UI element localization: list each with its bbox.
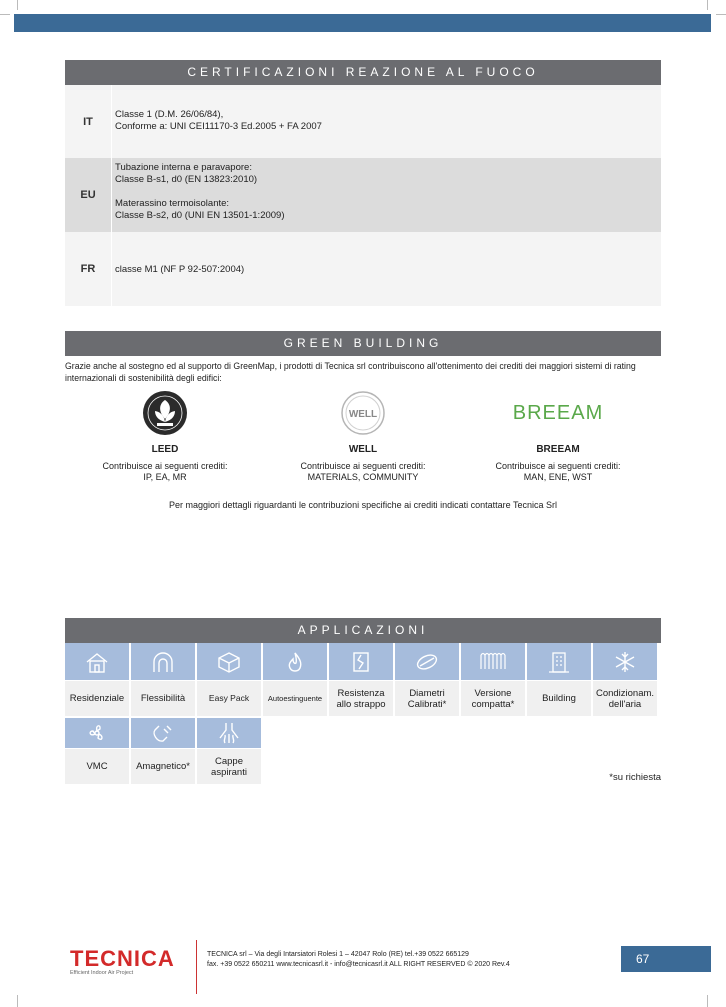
cert-line: Classe B-s2, d0 (UNI EN 13501-1:2009): [115, 210, 285, 221]
leed-desc-line: Contribuisce ai seguenti crediti:: [102, 461, 228, 471]
footer-line-2: fax. +39 0522 650211 www.tecnicasrl.it - info@tecnicasrl.it ALL RIGHT RESERVED © 2020 Rev.4: [207, 961, 510, 968]
brand-tagline: Efficient Indoor Air Project: [70, 970, 134, 976]
cert-line: Classe B-s1, d0 (EN 13823:2010): [115, 174, 258, 185]
cert-line: classe M1 (NF P 92-507:2004): [115, 264, 245, 275]
label-diametri: Diametri Calibrati*: [395, 681, 459, 716]
brand-name: TECNICA: [70, 946, 175, 971]
box-icon: [197, 643, 261, 680]
crop-mark: [716, 14, 726, 15]
breeam-credits: MAN, ENE, WST: [523, 472, 593, 482]
compact-icon: [461, 643, 525, 680]
fire-section-title: CERTIFICAZIONI REAZIONE AL FUOCO: [65, 60, 661, 85]
snowflake-icon: [593, 643, 657, 680]
green-section-title: GREEN BUILDING: [65, 331, 661, 356]
page-number: 67: [621, 946, 711, 972]
hood-icon: [197, 718, 261, 748]
label-condizionam: Condizionam. dell'aria: [593, 681, 657, 716]
cert-row-it: [65, 85, 661, 158]
leed-logo: [75, 390, 255, 436]
footer-contact: [207, 950, 510, 970]
label-amagnetico: Amagnetico*: [131, 749, 195, 784]
cert-line: Tubazione interna e paravapore:: [115, 162, 252, 173]
label-flessibilita: Flessibilità: [131, 681, 195, 716]
breeam-name: BREEAM: [536, 444, 580, 455]
leed-credits: IP, EA, MR: [143, 472, 187, 482]
well-credits: MATERIALS, COMMUNITY: [307, 472, 419, 482]
footer-line-1: TECNICA srl – Via degli Intarsiatori Rolesi 1 – 42047 Rolo (RE) tel.+39 0522 665129: [207, 951, 469, 958]
label-resistenza: Resistenza allo strappo: [329, 681, 393, 716]
label-building: Building: [527, 681, 591, 716]
tecnica-logo: [70, 946, 175, 976]
well-desc: [273, 461, 453, 483]
cert-code: IT: [83, 115, 93, 128]
crop-mark: [17, 995, 18, 1007]
applications-title: APPLICAZIONI: [65, 618, 661, 643]
label-cappe: Cappe aspiranti: [197, 749, 261, 784]
breeam-desc-line: Contribuisce ai seguenti crediti:: [495, 461, 621, 471]
well-logo: [273, 390, 453, 436]
green-note: Per maggiori dettagli riguardanti le contribuzioni specifiche ai crediti indicati contattare Tecnica Srl: [168, 500, 558, 510]
house-icon: [65, 643, 129, 680]
cert-line: [115, 186, 285, 198]
breeam-block: [468, 390, 648, 483]
well-desc-line: Contribuisce ai seguenti crediti:: [300, 461, 426, 471]
label-vmc: VMC: [65, 749, 129, 784]
crop-mark: [0, 14, 10, 15]
flexibility-icon: [131, 643, 195, 680]
crop-mark: [707, 995, 708, 1007]
diameter-icon: [395, 643, 459, 680]
label-versione: Versione compatta*: [461, 681, 525, 716]
fan-icon: [65, 718, 129, 748]
footer-divider: [196, 940, 197, 994]
cert-row-eu: [65, 158, 661, 232]
top-bar: [14, 14, 711, 32]
label-autoestinguente: Autoestinguente: [263, 681, 327, 716]
crop-mark: [707, 0, 708, 10]
breeam-logo-text: BREEAM: [512, 401, 604, 424]
well-name: WELL: [348, 444, 378, 455]
leed-desc: [75, 461, 255, 483]
well-block: [273, 390, 453, 483]
tear-resistance-icon: [329, 643, 393, 680]
label-easy-pack: Easy Pack: [197, 681, 261, 716]
cert-row-fr: [65, 232, 661, 306]
building-icon: [527, 643, 591, 680]
applications-footnote: *su richiesta: [609, 772, 661, 783]
breeam-logo: [468, 390, 648, 436]
leed-block: [75, 390, 255, 483]
flame-icon: [263, 643, 327, 680]
breeam-desc: [468, 461, 648, 483]
label-residenziale: Residenziale: [65, 681, 129, 716]
magnet-icon: [131, 718, 195, 748]
cert-line: Classe 1 (D.M. 26/06/84),: [115, 109, 224, 120]
cert-code: EU: [80, 189, 96, 201]
green-intro: Grazie anche al sostegno ed al supporto di GreenMap, i prodotti di Tecnica srl contribuiscono all'ottenimento dei crediti dei maggiori sistemi di rating internazionali di sostenibilità degli edifici:: [65, 361, 636, 383]
cert-code: FR: [80, 263, 96, 275]
cert-line: Conforme a: UNI CEI11170-3 Ed.2005 + FA 2007: [115, 121, 322, 132]
leed-name: LEED: [151, 444, 179, 455]
well-logo-text: WELL: [348, 409, 378, 420]
crop-mark: [17, 0, 18, 10]
cert-line: Materassino termoisolante:: [115, 198, 230, 209]
